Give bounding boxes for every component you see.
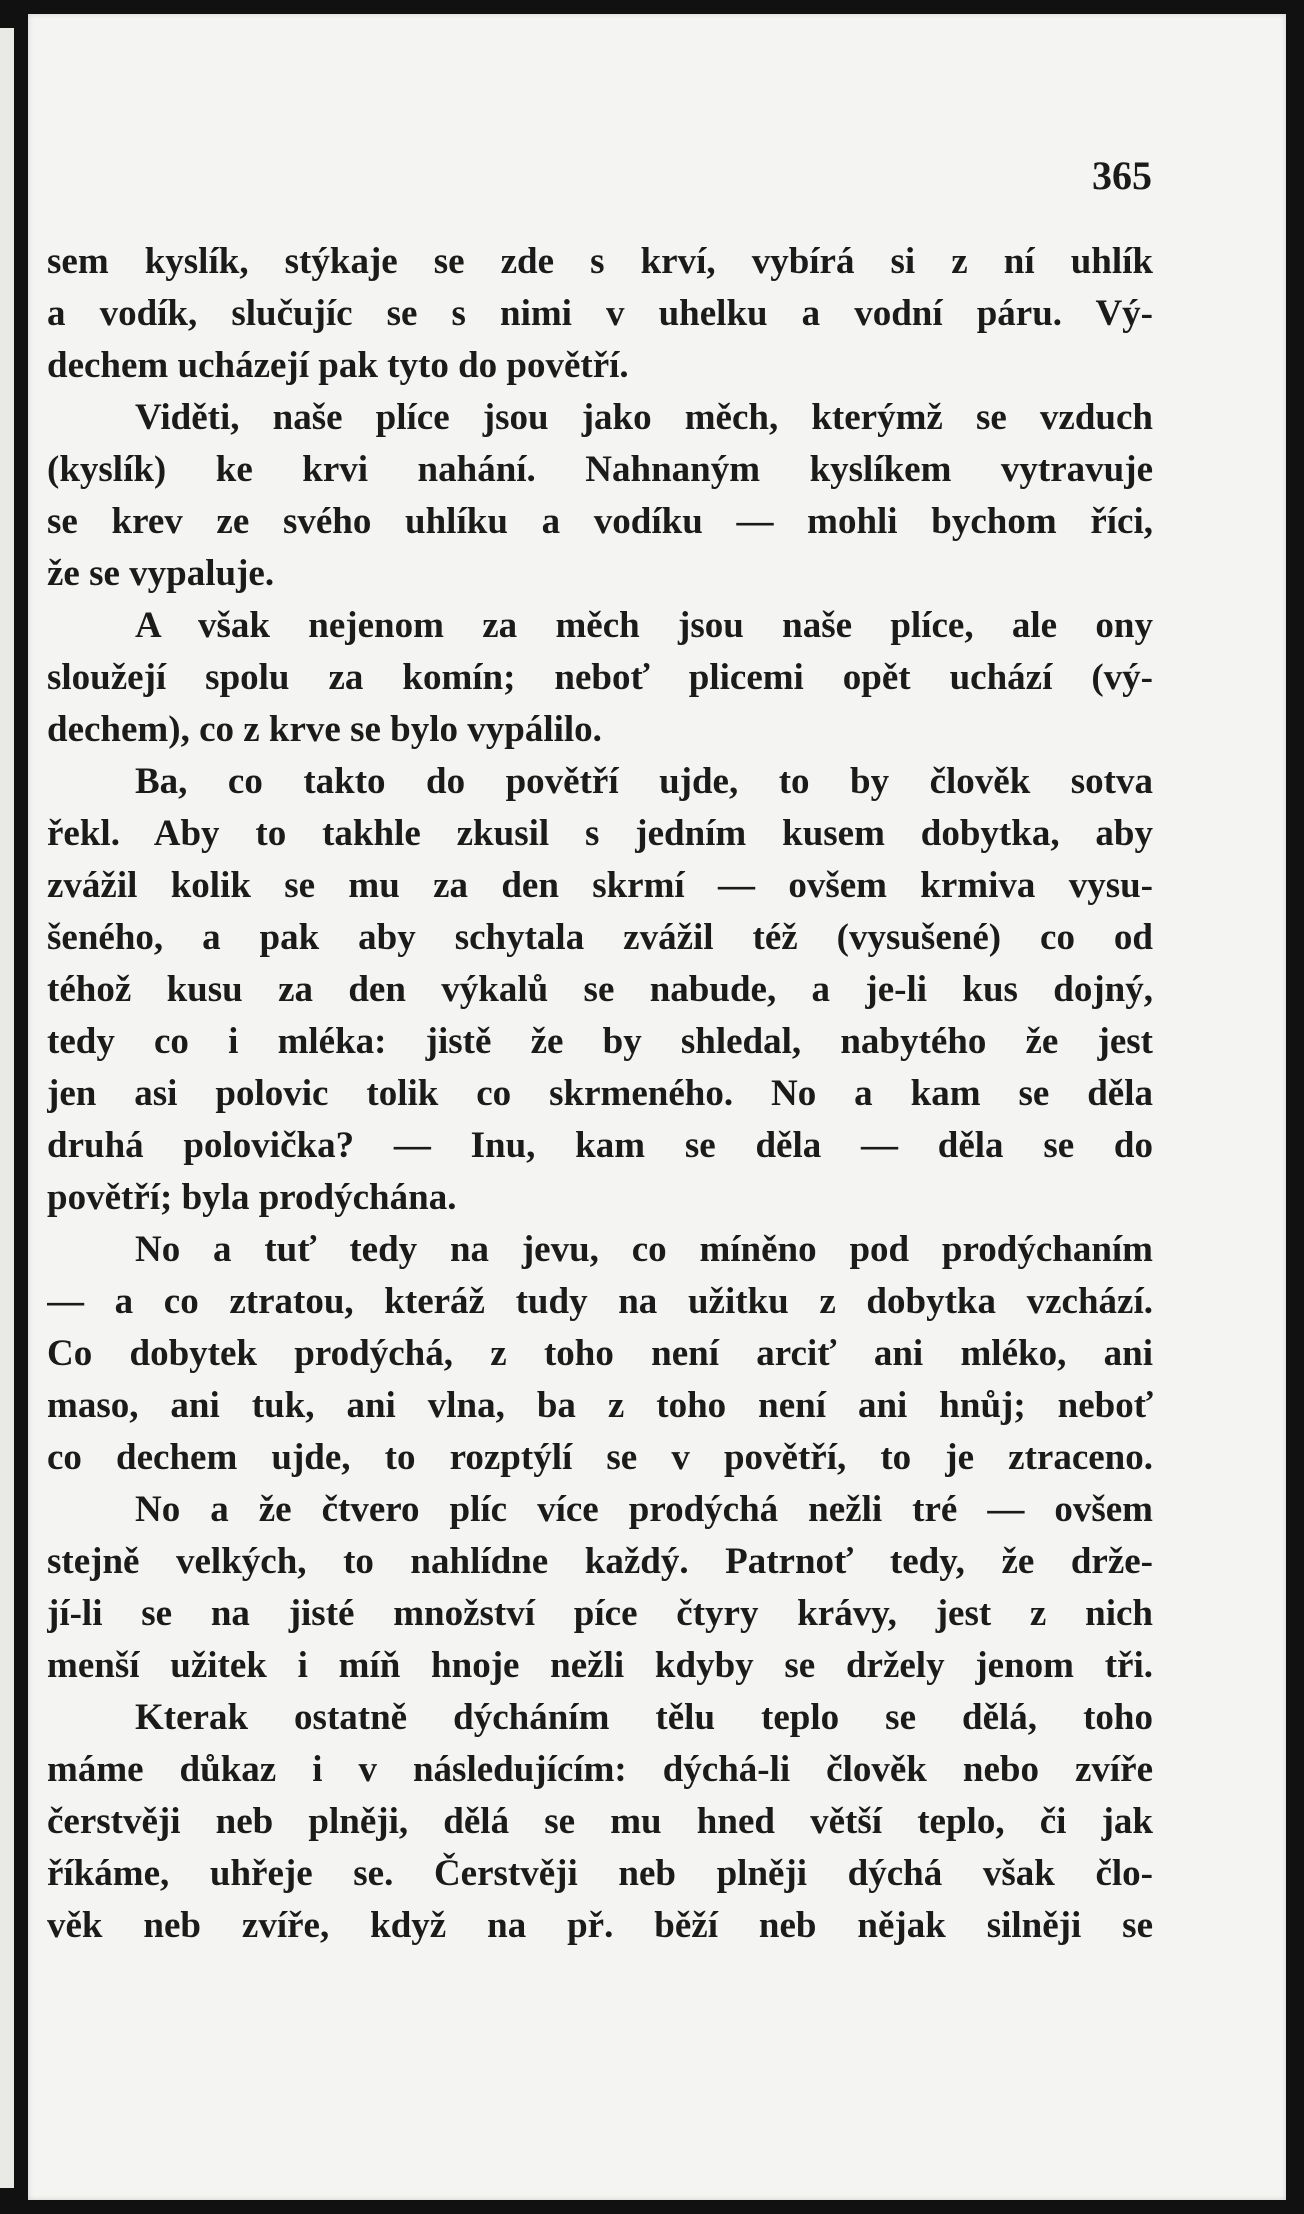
text-line: Viděti, naše plíce jsou jako měch, kterýmž se vzduch (135, 397, 1153, 438)
text-line: A však nejenom za měch jsou naše plíce, ale ony (135, 605, 1153, 646)
paragraph (47, 1224, 1153, 1484)
text-line: dechem ucházejí pak tyto do povětří. (47, 345, 629, 386)
body-text (47, 236, 1153, 1952)
text-line: šeného, a pak aby schytala zvážil též (vysušené) co od (47, 917, 1153, 958)
text-line: že se vypaluje. (47, 553, 275, 594)
paragraph (47, 1484, 1153, 1692)
paragraph (47, 236, 1153, 392)
book-page (28, 14, 1286, 2200)
text-line: No a tuť tedy na jevu, co míněno pod prodýchaním (135, 1229, 1153, 1270)
text-line: Kterak ostatně dýcháním tělu teplo se dělá, toho (135, 1697, 1153, 1738)
text-line: povětří; byla prodýchána. (47, 1177, 457, 1218)
text-line: věk neb zvíře, když na př. běží neb nějak silněji se (47, 1905, 1153, 1946)
text-line: řekl. Aby to takhle zkusil s jedním kusem dobytka, aby (47, 813, 1153, 854)
text-line: sem kyslík, stýkaje se zde s krví, vybírá si z ní uhlík (47, 241, 1153, 282)
text-line: čerstvěji neb plněji, dělá se mu hned větší teplo, či jak (47, 1801, 1153, 1842)
text-line: Co dobytek prodýchá, z toho není arciť ani mléko, ani (47, 1333, 1153, 1374)
page-number: 365 (1092, 153, 1152, 198)
adjacent-page-edge (0, 28, 14, 2188)
text-line: maso, ani tuk, ani vlna, ba z toho není ani hnůj; neboť (47, 1385, 1153, 1426)
text-line: téhož kusu za den výkalů se nabude, a je-li kus dojný, (47, 969, 1153, 1010)
text-line: jí-li se na jisté množství píce čtyry krávy, jest z nich (47, 1593, 1153, 1634)
text-line: jen asi polovic tolik co skrmeného. No a kam se děla (47, 1073, 1153, 1114)
paragraph (47, 1692, 1153, 1952)
paragraph (47, 756, 1153, 1224)
text-line: stejně velkých, to nahlídne každý. Patrnoť tedy, že drže- (47, 1541, 1153, 1582)
text-line: dechem), co z krve se bylo vypálilo. (47, 709, 602, 750)
text-line: a vodík, slučujíc se s nimi v uhelku a vodní páru. Vý- (47, 293, 1153, 334)
text-line: se krev ze svého uhlíku a vodíku — mohli bychom říci, (47, 501, 1153, 542)
text-line: sloužejí spolu za komín; neboť plicemi opět uchází (vý- (47, 657, 1153, 698)
text-line: máme důkaz i v následujícím: dýchá-li člověk nebo zvíře (47, 1749, 1153, 1790)
text-line: No a že čtvero plíc více prodýchá nežli tré — ovšem (135, 1489, 1153, 1530)
paragraph (47, 600, 1153, 756)
text-line: zvážil kolik se mu za den skrmí — ovšem krmiva vysu- (47, 865, 1153, 906)
text-line: tedy co i mléka: jistě že by shledal, nabytého že jest (47, 1021, 1153, 1062)
text-line: (kyslík) ke krvi nahání. Nahnaným kyslíkem vytravuje (47, 449, 1153, 490)
text-line: říkáme, uhřeje se. Čerstvěji neb plněji dýchá však člo- (47, 1853, 1153, 1894)
text-line: — a co ztratou, kteráž tudy na užitku z dobytka vzchází. (47, 1281, 1153, 1322)
text-line: co dechem ujde, to rozptýlí se v povětří, to je ztraceno. (47, 1437, 1153, 1478)
paragraph (47, 392, 1153, 600)
text-line: Ba, co takto do povětří ujde, to by člověk sotva (135, 761, 1153, 802)
text-line: druhá polovička? — Inu, kam se děla — děla se do (47, 1125, 1153, 1166)
text-line: menší užitek i míň hnoje nežli kdyby se držely jenom tři. (47, 1645, 1153, 1686)
